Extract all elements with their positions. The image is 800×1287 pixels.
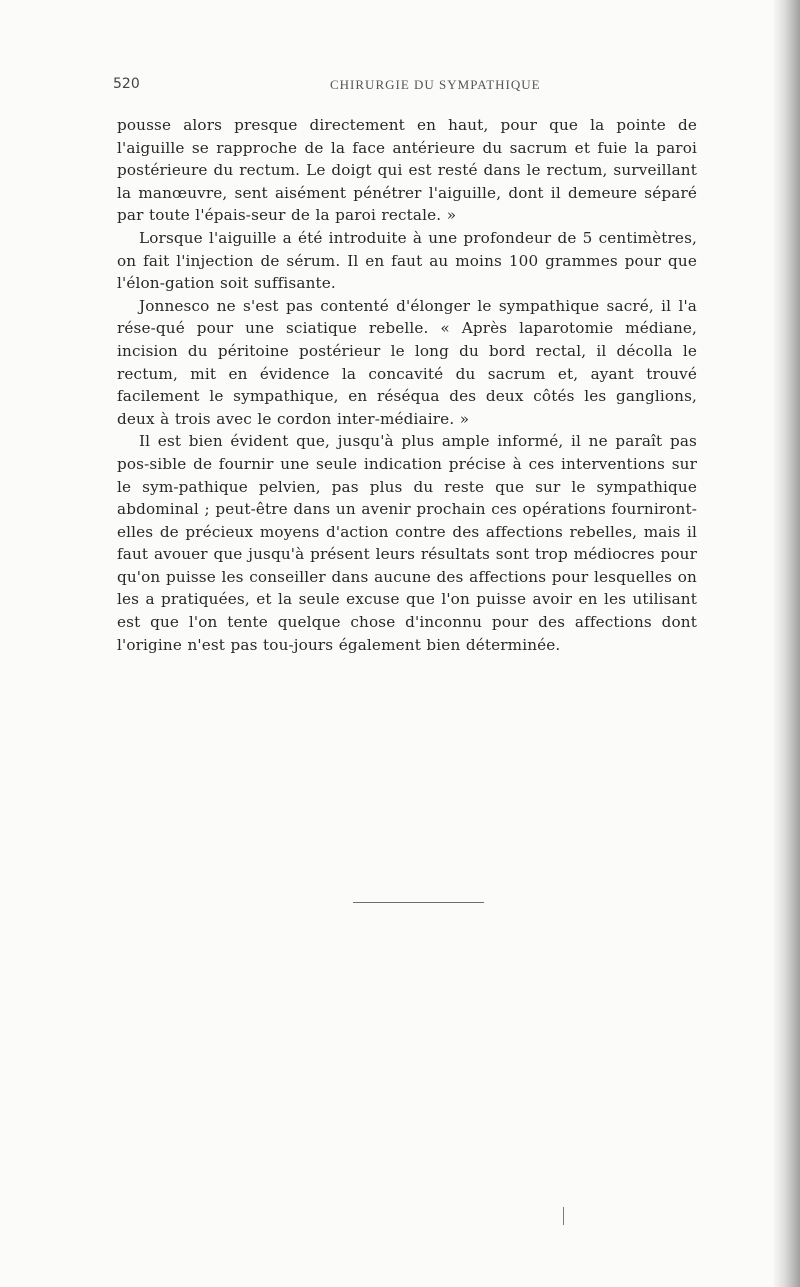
body-text [117,114,697,656]
running-title: CHIRURGIE DU SYMPATHIQUE [330,77,541,92]
scan-mark [563,1207,564,1225]
running-head [113,76,697,98]
paragraph: pousse alors presque directement en haut, pour que la pointe de l'aiguille se rapproche de la face antérieure du sacrum et fuie la paroi postérieure du rectum. Le doigt qui est resté dans le rectum, surveillant la manœuvre, sent aisément pénétrer l'aiguille, dont il demeure séparé par toute l'épais-seur de la paroi rectale. » [117,116,697,225]
paragraph: Jonnesco ne s'est pas contenté d'élonger le sympathique sacré, il l'a rése-qué pour une sciatique rebelle. « Après laparotomie médiane, incision du péritoine postérieur le long du bord rectal, il décolla le rectum, mit en évidence la concavité du sacrum et, ayant trouvé facilement le sympathique, en réséqua des deux côtés les ganglions, deux à trois avec le cordon inter-médiaire. » [117,296,697,428]
page-number: 520 [113,76,140,92]
paragraph: Il est bien évident que, jusqu'à plus ample informé, il ne paraît pas pos-sible de fournir une seule indication précise à ces interventions sur le sym-pathique pelvien, pas plus du reste que sur le sympathique abdominal ; peut-être dans un avenir prochain ces opérations fourniront-elles de précieux moyens d'action contre des affections rebelles, mais il faut avouer que jusqu'à présent leurs résultats sont trop médiocres pour qu'on puisse les conseiller dans aucune des affections pour lesquelles on les a pratiquées, et la seule excuse que l'on puisse avoir en les utilisant est que l'on tente quelque chose d'inconnu pour des affections dont l'origine n'est pas tou-jours également bien déterminée. [117,432,697,654]
section-divider [353,902,484,903]
paragraph: Lorsque l'aiguille a été introduite à une profondeur de 5 centimètres, on fait l'injection de sérum. Il en faut au moins 100 grammes pour que l'élon-gation soit suffisante. [117,228,697,293]
page-edge-shadow [772,0,800,1287]
